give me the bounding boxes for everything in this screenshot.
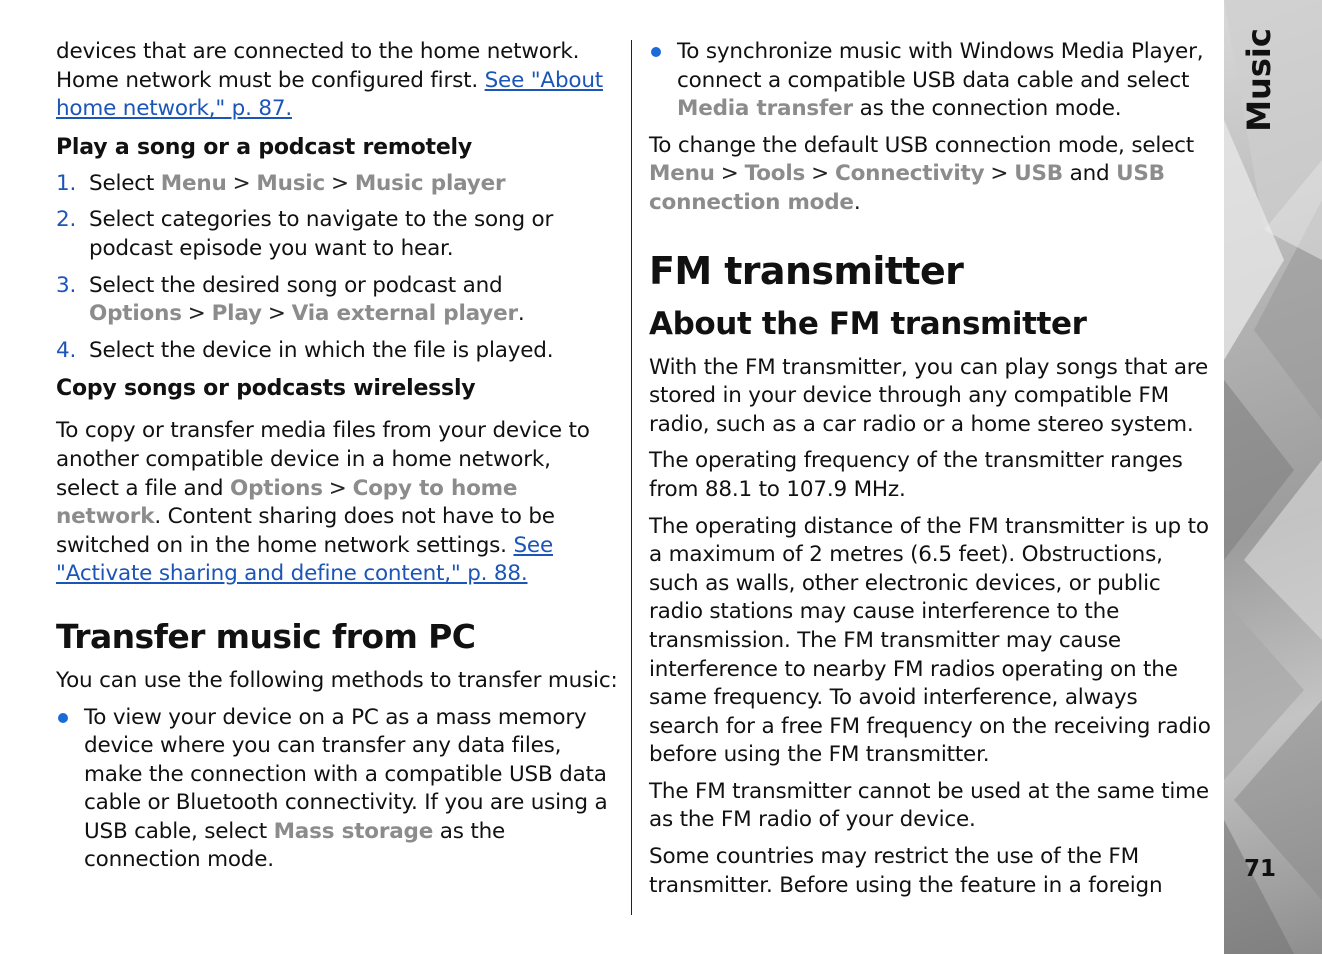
ui-term: Play bbox=[211, 301, 262, 327]
list-item: 2. Select categories to navigate to the song or podcast episode you want to hear. bbox=[56, 207, 554, 261]
play-steps-list bbox=[56, 170, 618, 366]
ui-term: Options bbox=[230, 475, 323, 501]
chapter-sidebar bbox=[1224, 0, 1322, 954]
about-home-network-link[interactable]: See "About home network," p. 87. bbox=[56, 67, 604, 122]
fm-transmitter-heading: FM transmitter bbox=[649, 248, 964, 293]
transfer-methods-list bbox=[56, 704, 618, 876]
bullet-icon bbox=[58, 713, 68, 723]
ui-term: Media transfer bbox=[677, 96, 853, 122]
bullet-icon bbox=[651, 47, 661, 57]
ui-term: Copy to home network bbox=[56, 475, 518, 530]
ui-term: Options bbox=[89, 301, 182, 327]
usb-mode-paragraph: To change the default USB connection mode, select Menu > Tools > Connectivity > USB and USB connection mode. bbox=[649, 132, 1195, 215]
ui-term: Mass storage bbox=[273, 818, 434, 844]
chapter-label: Music bbox=[1240, 28, 1278, 132]
transfer-music-heading: Transfer music from PC bbox=[56, 616, 476, 656]
copy-paragraph: To copy or transfer media files from your device to another compatible device in a home network, select a file and Options > Copy to home network. Content sharing does not have to be switched on in the home network settings. See "Activate sharing and define content," p. 88. bbox=[56, 418, 590, 587]
ui-term: Via external player bbox=[291, 301, 518, 327]
faceted-background bbox=[1224, 0, 1322, 954]
play-remotely-heading: Play a song or a podcast remotely bbox=[56, 134, 473, 160]
ui-term: USB connection mode bbox=[649, 161, 1165, 215]
column-divider bbox=[631, 40, 632, 915]
activate-sharing-link[interactable]: See "Activate sharing and define content," p. 88. bbox=[56, 532, 553, 587]
transfer-methods-list-continued bbox=[649, 38, 1211, 124]
fm-paragraph-1: With the FM transmitter, you can play songs that are stored in your device through any compatible FM radio, such as a car radio or a home stereo system. bbox=[649, 354, 1208, 437]
fm-paragraph-5: Some countries may restrict the use of the FM transmitter. Before using the feature in a foreign bbox=[649, 844, 1163, 898]
fm-paragraph-4: The FM transmitter cannot be used at the same time as the FM radio of your device. bbox=[649, 778, 1209, 833]
list-item: 1. Select Menu > Music > Music player bbox=[56, 170, 506, 196]
fm-paragraph-3: The operating distance of the FM transmitter is up to a maximum of 2 metres (6.5 feet). Obstructions, such as walls, other electronic devices, or public radio stations may cause interference to the transmission. The FM transmitter may cause interference to nearby FM radios operating on the same frequency. To avoid interference, always search for a free FM frequency on the receiving radio before using the FM transmitter. bbox=[649, 513, 1211, 768]
page-number: 71 bbox=[1244, 856, 1277, 882]
ui-term: Menu bbox=[160, 170, 227, 196]
ui-term: USB bbox=[1014, 161, 1063, 187]
ui-term: Menu bbox=[649, 161, 715, 187]
ui-term: Connectivity bbox=[834, 161, 985, 187]
intro-paragraph: devices that are connected to the home network. Home network must be configured first. See "About home network," p. 87. bbox=[56, 39, 604, 122]
list-item: 3. Select the desired song or podcast and Options > Play > Via external player. bbox=[56, 272, 525, 327]
list-item: To synchronize music with Windows Media Player, connect a compatible USB data cable and select Media transfer as the connection mode. bbox=[649, 38, 1211, 124]
about-fm-heading: About the FM transmitter bbox=[649, 305, 1087, 342]
left-column bbox=[56, 38, 618, 883]
transfer-intro: You can use the following methods to transfer music: bbox=[56, 667, 618, 693]
fm-paragraph-2: The operating frequency of the transmitter ranges from 88.1 to 107.9 MHz. bbox=[649, 448, 1183, 502]
copy-wirelessly-heading: Copy songs or podcasts wirelessly bbox=[56, 376, 476, 402]
list-item: 4. Select the device in which the file is played. bbox=[56, 337, 554, 363]
ui-term: Music player bbox=[354, 170, 506, 196]
ui-term: Tools bbox=[744, 161, 806, 187]
ui-term: Music bbox=[256, 170, 326, 196]
list-item: To view your device on a PC as a mass memory device where you can transfer any data files, make the connection with a compatible USB data cable or Bluetooth connectivity. If you are using a USB cable, select Mass storage as the connection mode. bbox=[56, 704, 618, 876]
right-column bbox=[649, 38, 1211, 908]
